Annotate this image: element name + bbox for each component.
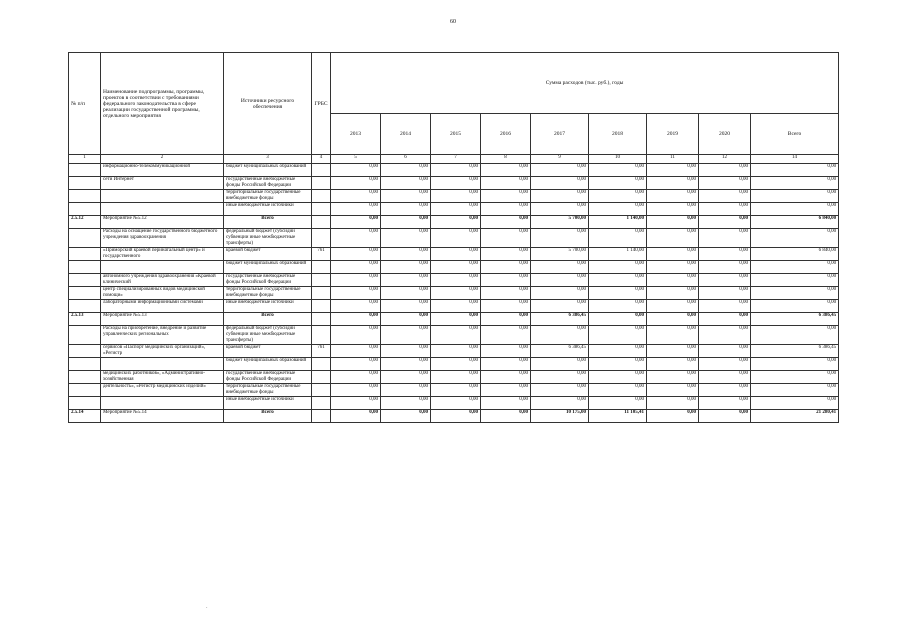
table-row [69,177,839,190]
row-value: 0,00 [431,326,481,345]
row-source: Всего [224,410,312,423]
row-grbs [312,326,331,345]
header-sum: Сумма расходов (тыс. руб.), годы [331,53,839,114]
row-value: 0,00 [589,313,647,326]
row-value: 0,00 [699,229,751,248]
row-source: Всего [224,313,312,326]
row-value: 0,00 [431,397,481,410]
row-value: 0,00 [589,358,647,371]
row-name: автономного учреждения здравоохранения «Краевой клинический [101,274,224,287]
row-number [69,371,101,384]
row-value: 0,00 [531,261,589,274]
row-name: центр специализированных видов медицинской помощи» [101,287,224,300]
row-value: 0,00 [589,397,647,410]
row-value: 0,00 [531,358,589,371]
row-value: 0,00 [751,397,839,410]
row-value: 0,00 [699,397,751,410]
row-value: 0,00 [647,164,699,177]
column-index: 7 [431,155,481,164]
header-year: 2014 [381,114,431,155]
header-year: 2015 [431,114,481,155]
table-row [69,216,839,229]
row-value: 0,00 [751,371,839,384]
row-value: 0,00 [751,358,839,371]
row-value: 0,00 [531,300,589,313]
table-row [69,164,839,177]
row-value: 0,00 [589,274,647,287]
column-index: 4 [312,155,331,164]
row-value: 0,00 [647,358,699,371]
row-source: иные внебюджетные источники [224,203,312,216]
row-name: лабораторными информационными системами [101,300,224,313]
row-value: 0,00 [699,345,751,358]
row-number: 2.5.14 [69,410,101,423]
row-value: 0,00 [647,248,699,261]
row-source: государственные внебюджетные фонды Российской Федерации [224,274,312,287]
row-value: 0,00 [331,216,381,229]
row-value: 0,00 [381,313,431,326]
row-value: 0,00 [431,371,481,384]
row-value: 0,00 [481,177,531,190]
row-value: 0,00 [481,190,531,203]
row-grbs [312,397,331,410]
row-value: 0,00 [481,164,531,177]
column-index: 8 [481,155,531,164]
row-value: 0,00 [647,287,699,300]
row-name: деятельность», «Регистр медицинских изделий» [101,384,224,397]
row-grbs [312,261,331,274]
row-value: 0,00 [699,261,751,274]
table-row [69,203,839,216]
row-value: 6 386,45 [751,313,839,326]
row-value: 0,00 [481,216,531,229]
row-name [101,261,224,274]
row-value: 0,00 [331,190,381,203]
row-value: 0,00 [381,384,431,397]
row-source: краевой бюджет [224,248,312,261]
row-value: 0,00 [751,261,839,274]
row-value: 0,00 [481,410,531,423]
column-index: 9 [531,155,589,164]
row-value: 0,00 [647,229,699,248]
row-value: 11 105,41 [589,410,647,423]
row-value: 0,00 [331,397,381,410]
table-row [69,274,839,287]
row-value: 0,00 [331,261,381,274]
row-value: 0,00 [431,229,481,248]
row-value: 0,00 [751,229,839,248]
row-value: 0,00 [381,326,431,345]
table-row [69,313,839,326]
row-value: 1 140,00 [589,248,647,261]
row-name: сети Интернет [101,177,224,190]
table-body [69,164,839,423]
row-source: территориальные государственные внебюджетные фонды [224,384,312,397]
row-value: 0,00 [699,190,751,203]
row-value: 0,00 [381,358,431,371]
row-value: 0,00 [431,203,481,216]
row-value: 0,00 [381,410,431,423]
column-index: 14 [751,155,839,164]
row-name: «Приморский краевой перинатальный центр» и государственного [101,248,224,261]
column-index: 3 [224,155,312,164]
row-grbs: 761 [312,345,331,358]
row-value: 10 175,00 [531,410,589,423]
row-name: Мероприятие №5.12 [101,216,224,229]
row-value: 0,00 [751,274,839,287]
row-value: 0,00 [589,300,647,313]
row-value: 0,00 [331,177,381,190]
row-value: 0,00 [647,261,699,274]
column-index: 5 [331,155,381,164]
row-grbs [312,384,331,397]
row-grbs: 761 [312,248,331,261]
row-value: 0,00 [381,371,431,384]
row-value: 0,00 [331,164,381,177]
row-value: 0,00 [647,216,699,229]
header-year: 2013 [331,114,381,155]
row-value: 0,00 [589,261,647,274]
row-value: 0,00 [531,229,589,248]
row-value: 0,00 [381,177,431,190]
row-value: 0,00 [481,287,531,300]
table-row [69,384,839,397]
row-value: 0,00 [699,274,751,287]
row-value: 0,00 [751,203,839,216]
row-value: 0,00 [589,384,647,397]
row-value: 0,00 [481,358,531,371]
row-value: 21 280,41 [751,410,839,423]
row-number [69,287,101,300]
row-value: 0,00 [381,203,431,216]
row-value: 0,00 [381,164,431,177]
row-value: 0,00 [647,345,699,358]
row-value: 0,00 [531,371,589,384]
row-value: 0,00 [331,229,381,248]
column-index: 11 [647,155,699,164]
row-value: 0,00 [751,326,839,345]
column-index: 2 [101,155,224,164]
row-value: 0,00 [331,410,381,423]
row-value: 0,00 [647,190,699,203]
row-value: 0,00 [381,229,431,248]
row-value: 0,00 [431,164,481,177]
row-value: 0,00 [481,300,531,313]
row-name: Мероприятие №5.14 [101,410,224,423]
budget-table [68,52,839,423]
row-value: 0,00 [699,300,751,313]
row-value: 0,00 [647,410,699,423]
table-row [69,397,839,410]
row-source: государственные внебюджетные фонды Российской Федерации [224,177,312,190]
row-value: 6 386,45 [531,313,589,326]
row-value: 0,00 [531,203,589,216]
header-year: Всего [751,114,839,155]
row-value: 0,00 [381,397,431,410]
page-number: 60 [450,19,456,25]
row-name [101,358,224,371]
row-value: 0,00 [331,300,381,313]
row-source: бюджет муниципальных образований [224,358,312,371]
header-grbs: ГРБС [312,53,331,155]
row-number [69,397,101,410]
row-value: 0,00 [751,287,839,300]
row-value: 0,00 [751,190,839,203]
column-index: 6 [381,155,431,164]
row-value: 0,00 [531,384,589,397]
row-number [69,300,101,313]
row-number [69,229,101,248]
row-name: Расходы на оснащение государственного бюджетного учреждения здравоохранения [101,229,224,248]
header-year: 2019 [647,114,699,155]
row-value: 0,00 [751,164,839,177]
row-value: 0,00 [589,345,647,358]
row-value: 0,00 [647,274,699,287]
row-value: 0,00 [699,410,751,423]
row-value: 0,00 [751,300,839,313]
row-value: 5 700,00 [531,248,589,261]
row-value: 0,00 [699,326,751,345]
row-source: федеральный бюджет (субсидии субвенции иные межбюджетные трансферты) [224,326,312,345]
row-value: 0,00 [699,313,751,326]
row-value: 0,00 [481,345,531,358]
row-value: 0,00 [431,248,481,261]
row-number [69,164,101,177]
row-value: 6 840,00 [751,248,839,261]
row-value: 0,00 [381,287,431,300]
table-row [69,261,839,274]
row-source: федеральный бюджет (субсидии субвенции иные межбюджетные трансферты) [224,229,312,248]
row-value: 6 840,00 [751,216,839,229]
row-value: 0,00 [647,177,699,190]
table-row [69,287,839,300]
row-number [69,203,101,216]
row-name [101,203,224,216]
row-grbs [312,371,331,384]
row-value: 0,00 [647,397,699,410]
row-value: 0,00 [431,287,481,300]
header-num: № п/п [69,53,101,155]
row-grbs [312,287,331,300]
row-value: 0,00 [647,326,699,345]
row-value: 0,00 [531,177,589,190]
row-name: информационно-телекоммуникационной [101,164,224,177]
row-name: сервисов «Паспорт медицинских организаций», «Регистр [101,345,224,358]
row-value: 0,00 [589,287,647,300]
row-number [69,358,101,371]
row-value: 0,00 [589,371,647,384]
row-value: 0,00 [699,358,751,371]
row-name [101,397,224,410]
row-value: 0,00 [647,203,699,216]
row-source: Всего [224,216,312,229]
row-value: 0,00 [589,203,647,216]
row-value: 0,00 [699,177,751,190]
row-number [69,261,101,274]
row-value: 0,00 [431,190,481,203]
row-number: 2.5.12 [69,216,101,229]
row-grbs [312,313,331,326]
column-index: 1 [69,155,101,164]
row-source: территориальные государственные внебюджетные фонды [224,287,312,300]
row-number [69,384,101,397]
table-row [69,248,839,261]
row-value: 0,00 [431,261,481,274]
row-value: 0,00 [589,190,647,203]
row-value: 0,00 [331,384,381,397]
table-row [69,345,839,358]
row-value: 5 700,00 [531,216,589,229]
row-grbs [312,229,331,248]
row-value: 0,00 [647,313,699,326]
row-value: 0,00 [531,190,589,203]
row-number [69,345,101,358]
row-number [69,190,101,203]
row-value: 0,00 [481,274,531,287]
table-row [69,358,839,371]
row-value: 0,00 [381,300,431,313]
row-value: 0,00 [481,261,531,274]
header-year: 2020 [699,114,751,155]
row-grbs [312,177,331,190]
row-value: 0,00 [481,397,531,410]
row-value: 0,00 [431,384,481,397]
row-value: 0,00 [331,345,381,358]
row-number [69,274,101,287]
table-row [69,229,839,248]
row-value: 0,00 [647,371,699,384]
row-value: 0,00 [481,229,531,248]
row-value: 0,00 [331,358,381,371]
row-value: 0,00 [481,326,531,345]
row-grbs [312,190,331,203]
row-value: 0,00 [699,371,751,384]
row-value: 0,00 [331,371,381,384]
row-grbs [312,410,331,423]
row-value: 0,00 [531,287,589,300]
row-value: 0,00 [381,248,431,261]
row-value: 0,00 [431,177,481,190]
row-value: 0,00 [531,164,589,177]
row-value: 0,00 [751,177,839,190]
row-source: краевой бюджет [224,345,312,358]
header-year: 2016 [481,114,531,155]
row-value: 0,00 [481,371,531,384]
row-value: 0,00 [431,410,481,423]
table-row [69,371,839,384]
row-value: 0,00 [331,248,381,261]
header-year: 2017 [531,114,589,155]
row-source: иные внебюджетные источники [224,300,312,313]
row-name: Расходы на приобретение, внедрение и развитие управленческих региональных [101,326,224,345]
row-value: 0,00 [431,216,481,229]
row-value: 0,00 [331,313,381,326]
row-value: 0,00 [381,190,431,203]
row-grbs [312,274,331,287]
row-grbs [312,216,331,229]
row-value: 0,00 [431,358,481,371]
row-value: 0,00 [481,384,531,397]
row-value: 0,00 [531,274,589,287]
row-source: бюджет муниципальных образований [224,164,312,177]
row-value: 0,00 [381,345,431,358]
header-source: Источники ресурсного обеспечения [224,53,312,155]
row-value: 0,00 [699,287,751,300]
row-value: 0,00 [751,384,839,397]
row-value: 0,00 [531,397,589,410]
row-source: бюджет муниципальных образований [224,261,312,274]
row-value: 6 386,45 [751,345,839,358]
row-value: 0,00 [699,248,751,261]
row-grbs [312,300,331,313]
table-row [69,326,839,345]
table-row [69,300,839,313]
row-value: 0,00 [589,164,647,177]
row-name: медицинских работников», «Административно-хозяйственная [101,371,224,384]
row-grbs [312,358,331,371]
row-value: 0,00 [381,274,431,287]
row-grbs [312,164,331,177]
row-value: 0,00 [331,203,381,216]
row-source: территориальные государственные внебюджетные фонды [224,190,312,203]
row-value: 0,00 [589,177,647,190]
table-row [69,190,839,203]
row-value: 0,00 [699,164,751,177]
row-value: 0,00 [647,300,699,313]
row-value: 0,00 [589,229,647,248]
row-value: 0,00 [699,384,751,397]
scan-mark: · [206,606,208,611]
header-index-row [69,155,839,164]
row-name [101,190,224,203]
row-value: 0,00 [331,287,381,300]
header-name: Наименование подпрограммы, программы, проектов в соответствии с требованиями федерального законодательства в сфере реализации государственной программы, отдельного мероприятия [101,53,224,155]
header-year: 2018 [589,114,647,155]
row-value: 0,00 [331,326,381,345]
row-value: 0,00 [431,345,481,358]
row-value: 0,00 [699,216,751,229]
row-value: 0,00 [481,313,531,326]
row-value: 0,00 [647,384,699,397]
row-value: 6 386,45 [531,345,589,358]
row-value: 0,00 [699,203,751,216]
row-number: 2.5.13 [69,313,101,326]
row-grbs [312,203,331,216]
column-index: 12 [699,155,751,164]
row-value: 0,00 [481,203,531,216]
row-value: 0,00 [589,326,647,345]
table-row [69,410,839,423]
row-value: 0,00 [331,274,381,287]
row-value: 1 140,00 [589,216,647,229]
row-number [69,177,101,190]
row-value: 0,00 [481,248,531,261]
row-number [69,248,101,261]
row-value: 0,00 [531,326,589,345]
table-header [69,53,839,164]
row-value: 0,00 [431,300,481,313]
row-source: иные внебюджетные источники [224,397,312,410]
row-value: 0,00 [431,313,481,326]
row-source: государственные внебюджетные фонды Российской Федерации [224,371,312,384]
row-name: Мероприятие №5.13 [101,313,224,326]
column-index: 10 [589,155,647,164]
row-value: 0,00 [381,216,431,229]
row-number [69,326,101,345]
row-value: 0,00 [431,274,481,287]
row-value: 0,00 [381,261,431,274]
